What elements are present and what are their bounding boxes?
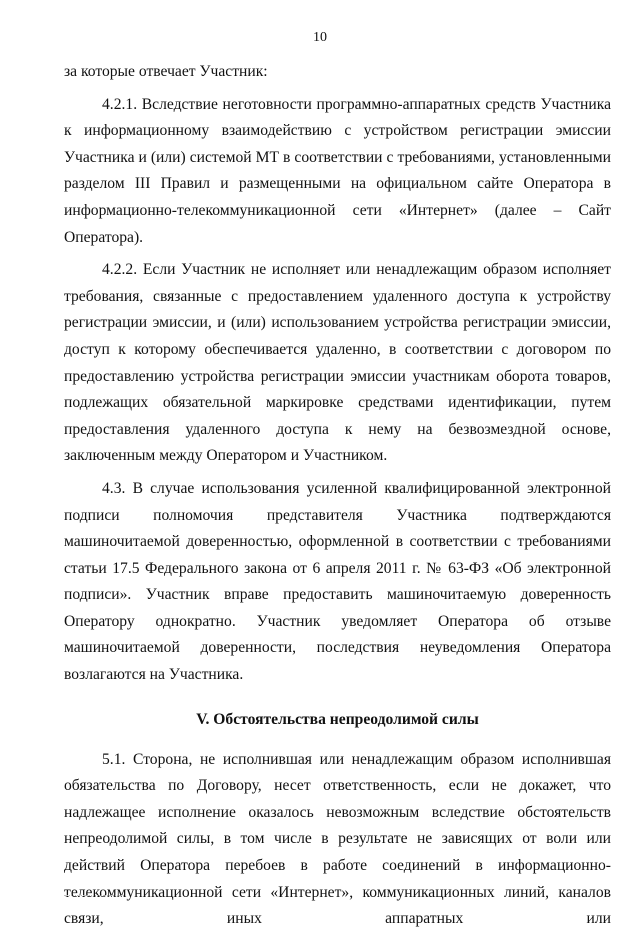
page-edge-mark: [64, 895, 124, 897]
document-body: [64, 59, 611, 933]
paragraph-4-2-1: 4.2.1. Вследствие неготовности программно-аппаратных средств Участника к информационному взаимодействию с устройством регистрации эмиссии Участника и (или) системой МТ в соответствии с требованиями, установленными разделом III Правил и размещенными на официальном сайте Оператора в информационно-телекоммуникационной сети «Интернет» (далее – Сайт Оператора).: [64, 95, 611, 246]
paragraph-4-2-2: 4.2.2. Если Участник не исполняет или ненадлежащим образом исполняет требования, связанные с предоставлением удаленного доступа к устройству регистрации эмиссии, и (или) использованием устройства регистрации эмиссии, доступ к которому обеспечивается удаленно, в соответствии с договором по предоставлению устройства регистрации эмиссии участникам оборота товаров, подлежащих обязательной маркировке средствами идентификации, путем предоставления удаленного доступа к нему на безвозмездной основе, заключенным между Оператором и Участником.: [64, 261, 611, 465]
page-number: 10: [313, 30, 327, 45]
section-heading: V. Обстоятельства непреодолимой силы: [196, 710, 479, 728]
paragraph-5-1: 5.1. Сторона, не исполнившая или ненадлежащим образом исполнившая обязательства по Договору, несет ответственность, если не докажет, что надлежащее исполнение оказалось невозможным вследствие обстоятельств непреодолимой силы, в том числе в результате не зависящих от воли или действий Оператора перебоев в работе соединений в информационно-телекоммуникационной сети «Интернет», коммуникационных линий, каналов связи, иных аппаратных или: [64, 750, 611, 928]
paragraph-continuation: за которые отвечает Участник:: [64, 63, 268, 80]
paragraph-4-3: 4.3. В случае использования усиленной квалифицированной электронной подписи полномочия представителя Участника подтверждаются машиночитаемой доверенностью, оформленной в соответствии с требованиями статьи 17.5 Федерального закона от 6 апреля 2011 г. № 63-ФЗ «Об электронной подписи». Участник вправе предоставить машиночитаемую доверенность Оператору однократно. Участник уведомляет Оператора об отзыве машиночитаемой доверенности, последствия неуведомления Оператора возлагаются на Участника.: [64, 479, 611, 684]
